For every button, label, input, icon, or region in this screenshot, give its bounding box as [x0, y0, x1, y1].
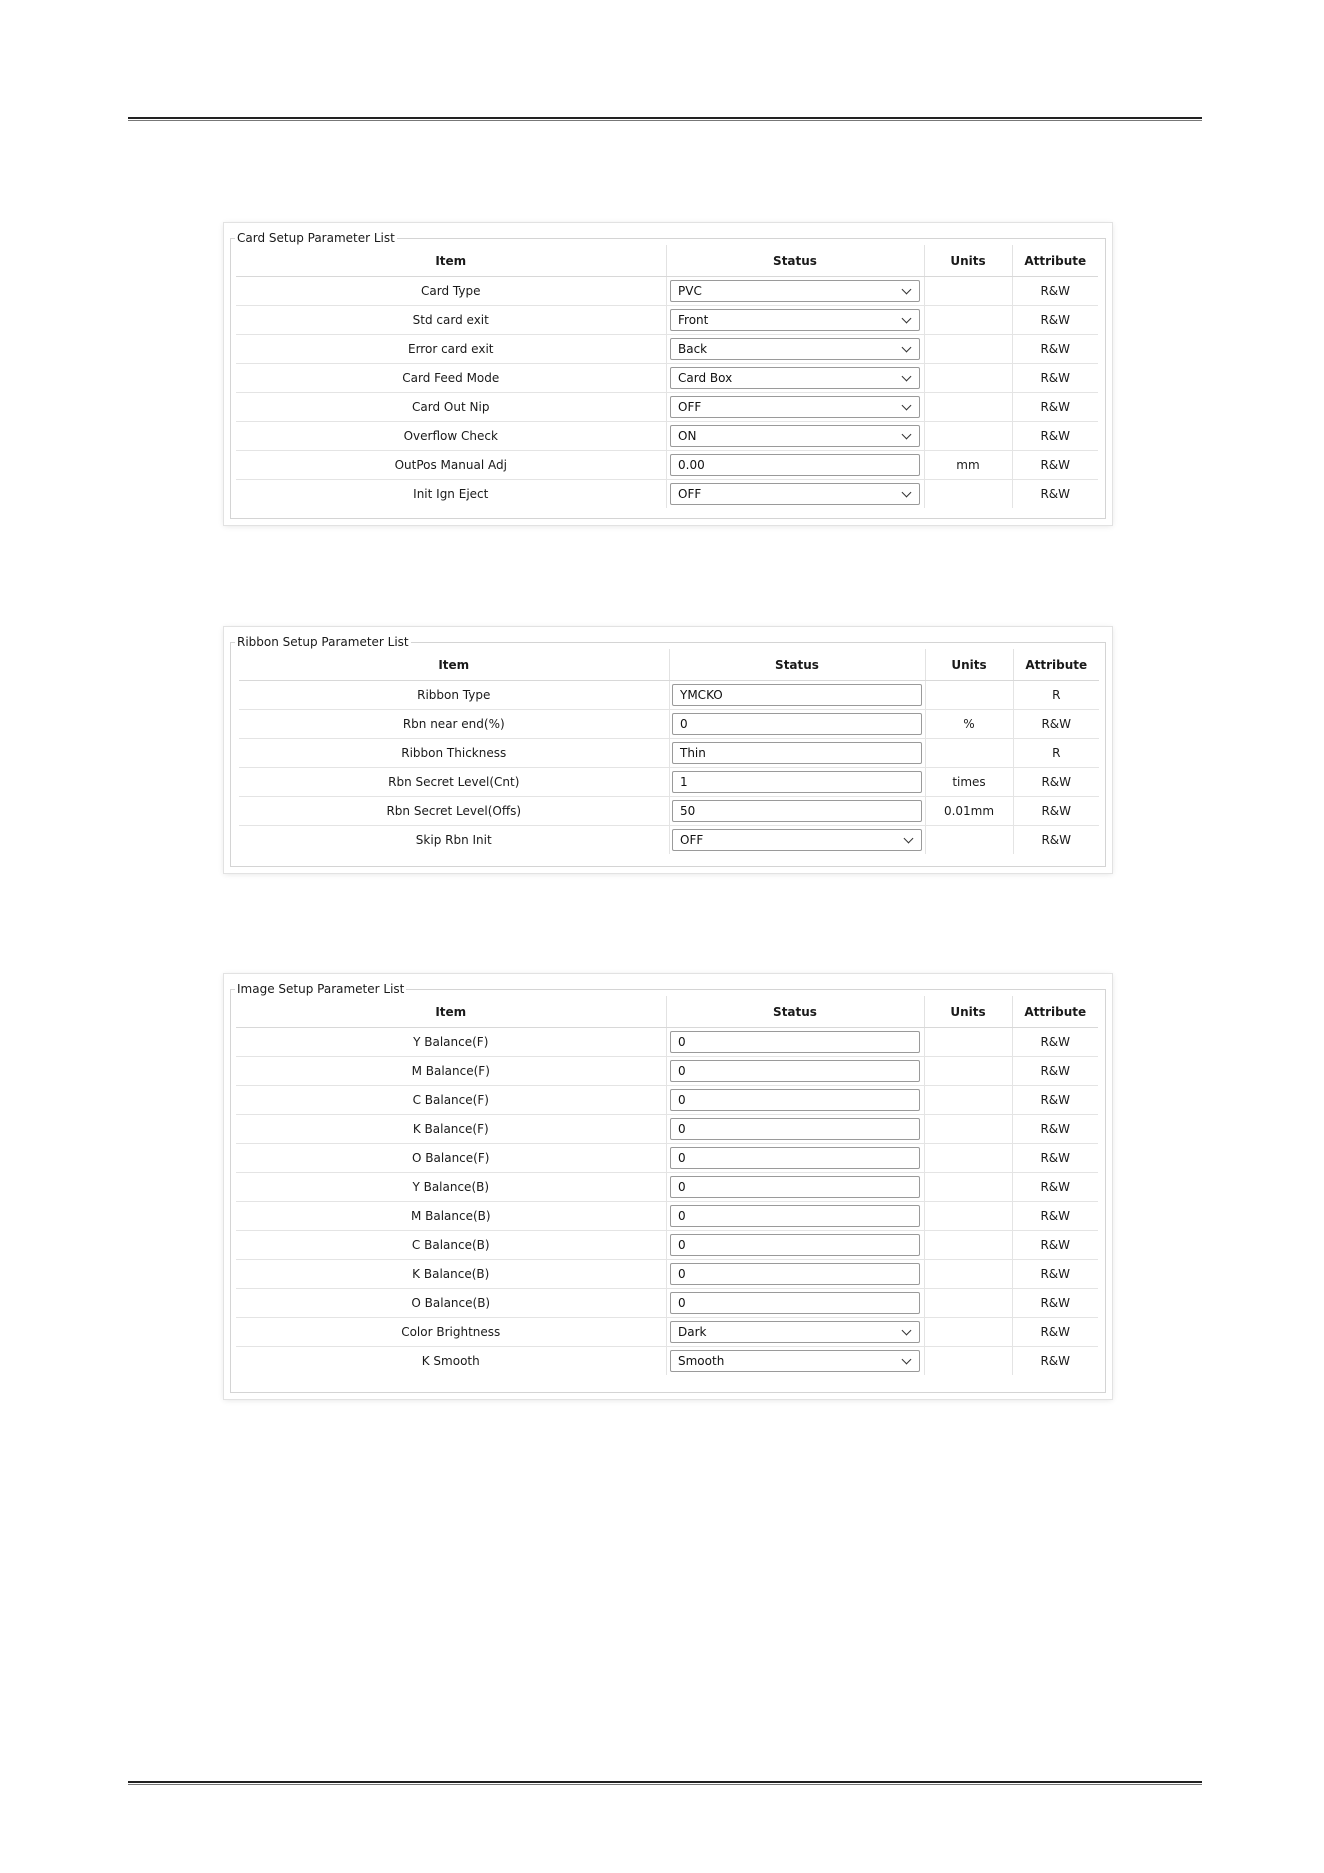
- color-brightness-select[interactable]: [670, 1321, 920, 1343]
- param-name-cell: [236, 1057, 666, 1086]
- param-attribute-cell: [1012, 1202, 1098, 1231]
- image-setup-table: [236, 996, 1098, 1375]
- param-name: Rbn Secret Level(Offs): [386, 804, 522, 818]
- param-attribute-cell: [1012, 335, 1098, 364]
- param-row-c-balance-b: [236, 1231, 1098, 1260]
- param-attribute: R&W: [1041, 717, 1072, 731]
- param-name: Skip Rbn Init: [415, 833, 492, 847]
- param-units-cell: [925, 710, 1013, 739]
- param-attribute-cell: [1012, 1347, 1098, 1376]
- param-status-cell: [669, 768, 925, 797]
- param-name: Init Ign Eject: [413, 487, 489, 501]
- param-units-cell: [924, 364, 1012, 393]
- c-balance-f-input[interactable]: [670, 1089, 920, 1111]
- chevron-down-icon: [902, 313, 912, 323]
- ribbon-setup-table: [239, 649, 1099, 854]
- param-name: Std card exit: [412, 313, 489, 327]
- param-units-cell: [924, 1028, 1012, 1057]
- param-status-cell: [666, 480, 924, 509]
- param-attribute: R&W: [1040, 342, 1071, 356]
- param-name-cell: [236, 277, 666, 306]
- m-balance-b-input[interactable]: [670, 1205, 920, 1227]
- param-name: Card Feed Mode: [402, 371, 500, 385]
- input-value: Thin: [680, 746, 706, 760]
- param-name: C Balance(F): [412, 1093, 489, 1107]
- param-units-cell: [924, 422, 1012, 451]
- status-column-header: Status: [666, 996, 924, 1028]
- param-units-cell: [924, 393, 1012, 422]
- table-header-row: [236, 245, 1098, 277]
- y-balance-f-input[interactable]: [670, 1031, 920, 1053]
- param-name-cell: [236, 364, 666, 393]
- param-status-cell: [666, 277, 924, 306]
- param-name-cell: [236, 393, 666, 422]
- k-smooth-select[interactable]: [670, 1350, 920, 1372]
- chevron-down-icon: [902, 284, 912, 294]
- selected-value: Smooth: [678, 1354, 725, 1368]
- param-name-cell: [239, 768, 669, 797]
- card-setup-title: Card Setup Parameter List: [237, 231, 395, 245]
- param-attribute-cell: [1012, 451, 1098, 480]
- card-feed-mode-select[interactable]: [670, 367, 920, 389]
- param-units-cell: [924, 1260, 1012, 1289]
- error-card-exit-select[interactable]: [670, 338, 920, 360]
- param-status-cell: [666, 1318, 924, 1347]
- param-row-skip-rbn-init: [239, 826, 1099, 855]
- selected-value: OFF: [680, 833, 704, 847]
- input-value: 0: [678, 1035, 686, 1049]
- param-units-cell: [924, 451, 1012, 480]
- selected-value: Back: [678, 342, 708, 356]
- param-units-cell: [924, 1115, 1012, 1144]
- param-units-cell: [924, 1289, 1012, 1318]
- param-attribute: R&W: [1040, 487, 1071, 501]
- param-status-cell: [666, 1144, 924, 1173]
- param-status-cell: [666, 1260, 924, 1289]
- card-out-nip-select[interactable]: [670, 396, 920, 418]
- input-value: 0: [678, 1296, 686, 1310]
- attribute-column-header: Attribute: [1012, 245, 1098, 277]
- input-value: 50: [680, 804, 696, 818]
- param-name-cell: [236, 1260, 666, 1289]
- status-column-header: Status: [666, 245, 924, 277]
- header-rule: [128, 117, 1202, 121]
- param-row-color-brightness: [236, 1318, 1098, 1347]
- attribute-column-header: Attribute: [1012, 996, 1098, 1028]
- param-attribute-cell: [1012, 1231, 1098, 1260]
- param-row-card-feed-mode: [236, 364, 1098, 393]
- param-status-cell: [666, 1086, 924, 1115]
- param-status-cell: [666, 1028, 924, 1057]
- param-name-cell: [236, 1231, 666, 1260]
- item-column-header: Item: [239, 649, 669, 681]
- param-name: OutPos Manual Adj: [394, 458, 507, 472]
- selected-value: OFF: [678, 400, 702, 414]
- param-name-cell: [239, 710, 669, 739]
- param-attribute: R&W: [1040, 1267, 1071, 1281]
- param-row-card-out-nip: [236, 393, 1098, 422]
- param-attribute-cell: [1012, 1028, 1098, 1057]
- param-status-cell: [666, 1202, 924, 1231]
- param-attribute-cell: [1012, 1173, 1098, 1202]
- item-column-header: Item: [236, 996, 666, 1028]
- param-attribute: R&W: [1041, 804, 1072, 818]
- param-status-cell: [666, 1173, 924, 1202]
- input-value: 0: [678, 1122, 686, 1136]
- ribbon-type-input[interactable]: [672, 684, 922, 706]
- param-attribute: R&W: [1041, 833, 1072, 847]
- selected-value: Dark: [678, 1325, 707, 1339]
- param-attribute-cell: [1013, 826, 1099, 855]
- param-units-cell: [925, 768, 1013, 797]
- image-setup-panel: [224, 974, 1112, 1399]
- rbn-secret-level-cnt-input[interactable]: [672, 771, 922, 793]
- param-attribute-cell: [1013, 768, 1099, 797]
- param-attribute: R: [1052, 746, 1061, 760]
- param-name-cell: [236, 335, 666, 364]
- param-row-m-balance-f: [236, 1057, 1098, 1086]
- param-row-rbn-secret-level-cnt: [239, 768, 1099, 797]
- param-row-error-card-exit: [236, 335, 1098, 364]
- param-attribute: R&W: [1040, 1064, 1071, 1078]
- param-attribute: R&W: [1040, 1151, 1071, 1165]
- param-name-cell: [239, 797, 669, 826]
- param-status-cell: [669, 681, 925, 710]
- chevron-down-icon: [902, 342, 912, 352]
- param-attribute-cell: [1012, 1086, 1098, 1115]
- param-name: Y Balance(F): [413, 1035, 489, 1049]
- param-name: K Balance(B): [412, 1267, 490, 1281]
- param-name-cell: [236, 1289, 666, 1318]
- param-name-cell: [236, 480, 666, 509]
- param-name-cell: [236, 422, 666, 451]
- param-attribute-cell: [1012, 1115, 1098, 1144]
- param-row-k-smooth: [236, 1347, 1098, 1376]
- param-unit: 0.01mm: [943, 804, 995, 818]
- attribute-column-header: Attribute: [1013, 649, 1099, 681]
- param-row-outpos-manual-adj: [236, 451, 1098, 480]
- param-name-cell: [236, 1173, 666, 1202]
- table-header-row: [236, 996, 1098, 1028]
- input-value: 0: [678, 1180, 686, 1194]
- init-ign-eject-select[interactable]: [670, 483, 920, 505]
- param-units-cell: [924, 306, 1012, 335]
- param-attribute: R&W: [1040, 1354, 1071, 1368]
- param-units-cell: [924, 480, 1012, 509]
- param-attribute: R&W: [1040, 1296, 1071, 1310]
- input-value: 0: [678, 1151, 686, 1165]
- param-status-cell: [666, 335, 924, 364]
- param-unit: %: [963, 717, 975, 731]
- param-attribute: R&W: [1040, 1209, 1071, 1223]
- overflow-check-select[interactable]: [670, 425, 920, 447]
- param-name: C Balance(B): [411, 1238, 490, 1252]
- param-name: K Smooth: [421, 1354, 480, 1368]
- param-units-cell: [924, 1057, 1012, 1086]
- param-units-cell: [924, 1144, 1012, 1173]
- param-attribute-cell: [1012, 1289, 1098, 1318]
- card-setup-table: [236, 245, 1098, 508]
- param-attribute-cell: [1012, 1144, 1098, 1173]
- param-row-o-balance-b: [236, 1289, 1098, 1318]
- param-row-rbn-near-end: [239, 710, 1099, 739]
- param-name: O Balance(B): [411, 1296, 491, 1310]
- param-name: Overflow Check: [403, 429, 498, 443]
- param-units-cell: [924, 1347, 1012, 1376]
- param-units-cell: [925, 739, 1013, 768]
- param-name-cell: [239, 739, 669, 768]
- y-balance-b-input[interactable]: [670, 1176, 920, 1198]
- param-units-cell: [924, 1231, 1012, 1260]
- param-attribute: R: [1052, 688, 1061, 702]
- chevron-down-icon: [902, 429, 912, 439]
- param-name: O Balance(F): [412, 1151, 490, 1165]
- m-balance-f-input[interactable]: [670, 1060, 920, 1082]
- param-attribute: R&W: [1040, 1325, 1071, 1339]
- card-setup-panel: [224, 223, 1112, 525]
- param-name-cell: [236, 306, 666, 335]
- param-units-cell: [925, 797, 1013, 826]
- param-name-cell: [236, 1202, 666, 1231]
- param-name: M Balance(F): [411, 1064, 490, 1078]
- param-attribute-cell: [1012, 306, 1098, 335]
- footer-rule: [128, 1781, 1202, 1785]
- param-attribute: R&W: [1040, 429, 1071, 443]
- param-attribute-cell: [1013, 739, 1099, 768]
- param-name: Error card exit: [408, 342, 494, 356]
- param-row-ribbon-type: [239, 681, 1099, 710]
- param-row-k-balance-f: [236, 1115, 1098, 1144]
- chevron-down-icon: [902, 487, 912, 497]
- o-balance-b-input[interactable]: [670, 1292, 920, 1314]
- param-name-cell: [236, 1028, 666, 1057]
- o-balance-f-input[interactable]: [670, 1147, 920, 1169]
- table-header-row: [239, 649, 1099, 681]
- selected-value: Card Box: [678, 371, 733, 385]
- param-status-cell: [669, 739, 925, 768]
- image-setup-title: Image Setup Parameter List: [237, 982, 405, 996]
- param-attribute-cell: [1012, 277, 1098, 306]
- param-status-cell: [669, 710, 925, 739]
- param-name-cell: [236, 1115, 666, 1144]
- param-unit: mm: [956, 458, 980, 472]
- outpos-manual-adj-input[interactable]: [670, 454, 920, 476]
- param-attribute: R&W: [1040, 1035, 1071, 1049]
- selected-value: PVC: [678, 284, 702, 298]
- input-value: 0: [680, 717, 688, 731]
- param-units-cell: [925, 826, 1013, 855]
- k-balance-f-input[interactable]: [670, 1118, 920, 1140]
- param-attribute: R&W: [1041, 775, 1072, 789]
- param-unit: times: [952, 775, 986, 789]
- input-value: 0: [678, 1267, 686, 1281]
- param-units-cell: [924, 1173, 1012, 1202]
- param-attribute-cell: [1012, 1260, 1098, 1289]
- param-name: Ribbon Thickness: [401, 746, 507, 760]
- param-name-cell: [236, 1086, 666, 1115]
- rbn-secret-level-offs-input[interactable]: [672, 800, 922, 822]
- k-balance-b-input[interactable]: [670, 1263, 920, 1285]
- rbn-near-end-input[interactable]: [672, 713, 922, 735]
- input-value: 0.00: [678, 458, 705, 472]
- param-row-c-balance-f: [236, 1086, 1098, 1115]
- param-name: Rbn near end(%): [402, 717, 505, 731]
- param-name-cell: [236, 451, 666, 480]
- param-attribute-cell: [1012, 480, 1098, 509]
- param-name: Card Out Nip: [412, 400, 490, 414]
- param-attribute: R&W: [1040, 1238, 1071, 1252]
- param-status-cell: [666, 1231, 924, 1260]
- param-row-o-balance-f: [236, 1144, 1098, 1173]
- param-name-cell: [236, 1318, 666, 1347]
- param-name: M Balance(B): [410, 1209, 491, 1223]
- ribbon-setup-title: Ribbon Setup Parameter List: [237, 635, 409, 649]
- param-status-cell: [666, 1057, 924, 1086]
- param-name-cell: [239, 681, 669, 710]
- input-value: 0: [678, 1093, 686, 1107]
- param-name: Y Balance(B): [412, 1180, 490, 1194]
- param-status-cell: [666, 364, 924, 393]
- skip-rbn-init-select[interactable]: [672, 829, 922, 851]
- ribbon-setup-panel: [224, 627, 1112, 873]
- param-row-card-type: [236, 277, 1098, 306]
- param-units-cell: [924, 1086, 1012, 1115]
- param-attribute-cell: [1012, 422, 1098, 451]
- param-attribute: R&W: [1040, 458, 1071, 472]
- param-attribute-cell: [1012, 364, 1098, 393]
- param-units-cell: [924, 1318, 1012, 1347]
- chevron-down-icon: [902, 400, 912, 410]
- param-status-cell: [666, 451, 924, 480]
- selected-value: ON: [678, 429, 697, 443]
- input-value: YMCKO: [680, 688, 723, 702]
- input-value: 0: [678, 1209, 686, 1223]
- param-row-y-balance-f: [236, 1028, 1098, 1057]
- param-status-cell: [666, 1289, 924, 1318]
- param-units-cell: [924, 335, 1012, 364]
- param-name-cell: [236, 1144, 666, 1173]
- units-column-header: Units: [925, 649, 1013, 681]
- input-value: 1: [680, 775, 688, 789]
- param-row-k-balance-b: [236, 1260, 1098, 1289]
- units-column-header: Units: [924, 245, 1012, 277]
- param-row-overflow-check: [236, 422, 1098, 451]
- selected-value: OFF: [678, 487, 702, 501]
- param-row-rbn-secret-level-offs: [239, 797, 1099, 826]
- param-name: Rbn Secret Level(Cnt): [388, 775, 520, 789]
- param-status-cell: [666, 393, 924, 422]
- param-attribute-cell: [1012, 393, 1098, 422]
- chevron-down-icon: [902, 371, 912, 381]
- card-type-select[interactable]: [670, 280, 920, 302]
- param-name: Color Brightness: [401, 1325, 501, 1339]
- std-card-exit-select[interactable]: [670, 309, 920, 331]
- param-attribute: R&W: [1040, 371, 1071, 385]
- param-status-cell: [669, 826, 925, 855]
- item-column-header: Item: [236, 245, 666, 277]
- param-attribute-cell: [1013, 797, 1099, 826]
- param-row-std-card-exit: [236, 306, 1098, 335]
- param-attribute: R&W: [1040, 1180, 1071, 1194]
- param-attribute: R&W: [1040, 284, 1071, 298]
- input-value: 0: [678, 1064, 686, 1078]
- param-attribute: R&W: [1040, 1093, 1071, 1107]
- param-attribute-cell: [1012, 1318, 1098, 1347]
- param-units-cell: [924, 277, 1012, 306]
- input-value: 0: [678, 1238, 686, 1252]
- param-status-cell: [666, 1347, 924, 1376]
- selected-value: Front: [678, 313, 709, 327]
- param-name-cell: [236, 1347, 666, 1376]
- param-attribute-cell: [1012, 1057, 1098, 1086]
- chevron-down-icon: [902, 1354, 912, 1364]
- chevron-down-icon: [902, 1325, 912, 1335]
- param-status-cell: [666, 306, 924, 335]
- param-units-cell: [924, 1202, 1012, 1231]
- param-row-m-balance-b: [236, 1202, 1098, 1231]
- param-status-cell: [669, 797, 925, 826]
- param-attribute-cell: [1013, 710, 1099, 739]
- param-attribute: R&W: [1040, 313, 1071, 327]
- status-column-header: Status: [669, 649, 925, 681]
- param-row-init-ign-eject: [236, 480, 1098, 509]
- ribbon-thickness-input[interactable]: [672, 742, 922, 764]
- chevron-down-icon: [904, 833, 914, 843]
- param-row-y-balance-b: [236, 1173, 1098, 1202]
- c-balance-b-input[interactable]: [670, 1234, 920, 1256]
- param-units-cell: [925, 681, 1013, 710]
- units-column-header: Units: [924, 996, 1012, 1028]
- param-name-cell: [239, 826, 669, 855]
- param-attribute-cell: [1013, 681, 1099, 710]
- param-name: Card Type: [421, 284, 481, 298]
- param-name: K Balance(F): [412, 1122, 489, 1136]
- param-attribute: R&W: [1040, 400, 1071, 414]
- param-status-cell: [666, 422, 924, 451]
- param-attribute: R&W: [1040, 1122, 1071, 1136]
- param-status-cell: [666, 1115, 924, 1144]
- param-name: Ribbon Type: [417, 688, 491, 702]
- param-row-ribbon-thickness: [239, 739, 1099, 768]
